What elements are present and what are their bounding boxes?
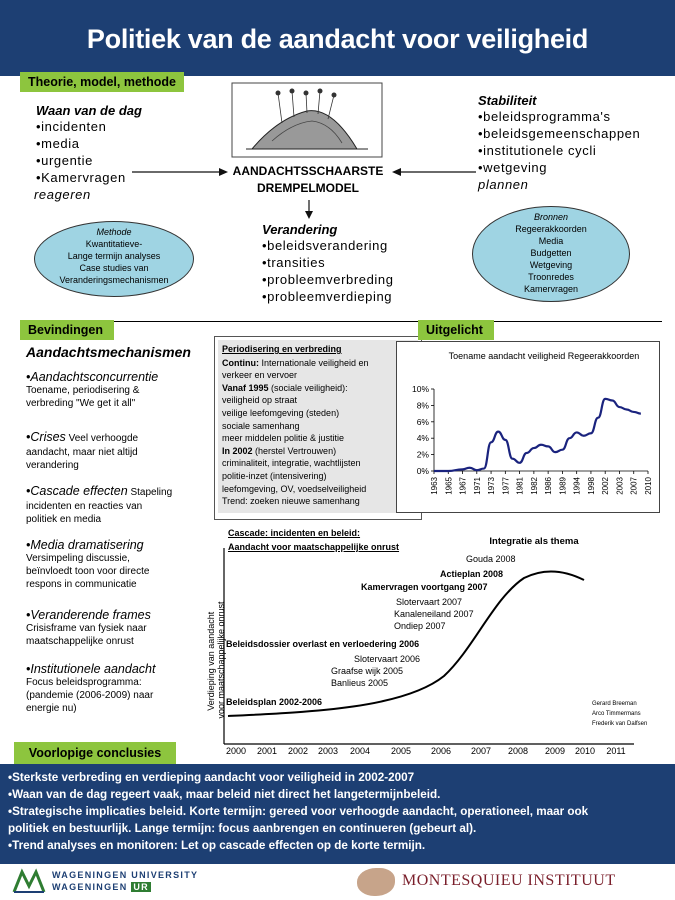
stabiliteit-footer: plannen <box>478 177 529 192</box>
cascade-author: Frederik van Dalfsen <box>592 721 648 727</box>
cascade-x-tick-label: 2001 <box>256 746 278 756</box>
cascade-annotation: Beleidsdossier overlast en verloedering 2006 <box>226 639 420 649</box>
chart-x-tick-label: 1967 <box>458 477 468 495</box>
montesquieu-name: MONTESQUIEU INSTITUUT <box>402 872 616 889</box>
conclusion-line: •Strategische implicaties beleid. Korte termijn: gereed voor verhoogde aandacht, operationeel, maar ook <box>8 805 589 818</box>
chart-x-tick-label: 1963 <box>430 477 439 495</box>
conclusion-line: •Trend analyses en monitoren: Let op cascade effecten op de korte termijn. <box>8 839 426 852</box>
bronnen-line: Budgetten <box>530 248 572 258</box>
periodisering-line <box>222 483 414 496</box>
mechanism-head-rest: Veel verhoogde <box>65 433 139 444</box>
chart-x-tick-label: 1971 <box>472 477 482 495</box>
mechanism-item <box>26 370 211 428</box>
chart-x-tick-label: 1986 <box>544 477 554 495</box>
periodisering-line <box>222 420 414 433</box>
verandering-item: •beleidsverandering <box>262 238 388 253</box>
stabiliteit-item: •beleidsprogramma's <box>478 109 611 124</box>
periodisering-line <box>222 382 414 395</box>
periodisering-line <box>222 407 414 420</box>
mechanism-item <box>26 428 211 482</box>
chart-x-tick-label: 1977 <box>501 477 511 495</box>
stabiliteit-item: •wetgeving <box>478 160 548 175</box>
chart-x-tick-label: 2007 <box>629 477 639 495</box>
bronnen-line: Troonredes <box>528 272 574 282</box>
periodisering-title: Periodisering en verbreding <box>222 344 342 354</box>
methode-line: Lange termijn analyses <box>67 251 161 261</box>
periodisering-line <box>222 369 414 382</box>
periodisering-text: veilige leefomgeving (steden) <box>222 407 340 418</box>
chart-x-tick-label: 1982 <box>529 477 539 495</box>
mechanism-head-rest: Stapeling <box>127 487 173 498</box>
periodisering-text: sociale samenhang <box>222 420 300 431</box>
waan-item: •media <box>36 136 80 151</box>
cascade-x-tick-label: 2007 <box>470 746 492 756</box>
verandering-block <box>262 222 394 305</box>
cascade-x-tick-label: 2002 <box>287 746 309 756</box>
cascade-x-tick-label: 2009 <box>544 746 566 756</box>
chart-x-tick-label: 1973 <box>487 477 497 495</box>
conclusion-line: •Sterkste verbreding en verdieping aandacht voor veiligheid in 2002-2007 <box>8 771 415 784</box>
page-title: Politiek van de aandacht voor veiligheid <box>86 24 589 54</box>
periodisering-line <box>222 445 414 458</box>
stabiliteit-title: Stabiliteit <box>478 93 537 108</box>
cascade-annotation: Actieplan 2008 <box>440 569 504 579</box>
tag-conclusies: Voorlopige conclusies <box>14 742 176 764</box>
chart-cascade <box>194 536 660 762</box>
mechanism-item <box>26 482 211 538</box>
cascade-annotation: Gouda 2008 <box>466 554 516 564</box>
mechanism-item <box>26 538 211 608</box>
mechanism-body: verandering <box>26 460 79 471</box>
waan-title: Waan van de dag <box>36 103 142 118</box>
mechanisms-list <box>26 370 211 715</box>
waan-item: •Kamervragen <box>36 170 126 185</box>
mechanism-body: energie nu) <box>26 703 77 714</box>
chart-y-tick-label: 10% <box>411 384 429 394</box>
methode-line: Case studies van <box>79 263 149 273</box>
periodisering-text: veiligheid op straat <box>222 395 298 406</box>
cascade-annotation: Ondiep 2007 <box>394 621 446 631</box>
mechanism-body: beïnvloedt toon voor directe <box>26 566 150 577</box>
cascade-annotation: Slotervaart 2007 <box>396 597 463 607</box>
wur-wageningen: WAGENINGEN <box>52 882 128 892</box>
periodisering-text: (herstel Vertrouwen) <box>252 445 337 456</box>
chart-regeerakkoorden <box>396 341 660 513</box>
waan-footer: reageren <box>34 187 91 202</box>
cascade-ylabel-line1: Verdieping van aandacht <box>206 611 216 711</box>
wur-logo-icon <box>12 868 46 894</box>
mechanism-head: •Cascade effecten <box>26 484 128 498</box>
mechanism-body: Toename, periodisering & <box>26 385 140 396</box>
bronnen-line: Media <box>538 236 564 246</box>
cascade-author: Arco Timmermans <box>592 711 641 717</box>
stabiliteit-block <box>478 93 640 193</box>
periodisering-line <box>222 457 414 470</box>
tag-uitgelicht: Uitgelicht <box>418 320 494 340</box>
chart-x-tick-label: 1965 <box>444 477 454 495</box>
cascade-x-tick-label: 2000 <box>225 746 247 756</box>
mechanism-body: incidenten en reacties van <box>26 501 143 512</box>
methode-line: Kwantitatieve- <box>85 239 143 249</box>
verandering-item: •probleemverdieping <box>262 289 393 304</box>
mechanism-item <box>26 662 211 715</box>
tag-bevindingen: Bevindingen <box>20 320 114 340</box>
cascade-x-tick-label: 2010 <box>574 746 596 756</box>
wur-name-line2 <box>52 882 151 892</box>
tag-theorie: Theorie, model, methode <box>20 72 184 92</box>
periodisering-line <box>222 470 414 483</box>
periodisering-text: Internationale veiligheid en <box>258 357 369 368</box>
chart-y-tick-label: 4% <box>416 433 429 444</box>
cascade-x-tick-label: 2008 <box>507 746 529 756</box>
waan-item: •urgentie <box>36 153 93 168</box>
cascade-x-ticks <box>226 746 626 756</box>
cascade-annotation: Banlieus 2005 <box>331 678 389 688</box>
cascade-ylabel-line2: voor maatschappelijke onrust <box>216 601 226 719</box>
bronnen-line: Regeerakkoorden <box>515 224 587 234</box>
chart-y-tick-label: 8% <box>416 400 429 411</box>
stabiliteit-item: •beleidsgemeenschappen <box>478 126 641 141</box>
mechanism-body: maatschappelijke onrust <box>26 636 134 647</box>
mechanism-body: Versimpeling discussie, <box>26 553 130 564</box>
periodisering-box <box>214 336 422 520</box>
bronnen-ellipse <box>472 206 630 302</box>
cascade-x-tick-label: 2011 <box>606 746 626 756</box>
montesquieu-portrait-icon <box>357 868 395 896</box>
cascade-theme-header: Integratie als thema <box>489 536 579 547</box>
stabiliteit-item: •institutionele cycli <box>478 143 597 158</box>
mechanism-body: aandacht, maar niet altijd <box>26 447 138 458</box>
periodisering-line <box>222 357 414 370</box>
mechanism-head: •Institutionele aandacht <box>26 662 156 676</box>
cascade-x-tick-label: 2006 <box>430 746 452 756</box>
cascade-annotation: Kamervragen voortgang 2007 <box>361 582 488 592</box>
periodisering-text: criminaliteit, integratie, wachtlijsten <box>222 458 361 469</box>
cascade-x-tick-label: 2004 <box>349 746 371 756</box>
periodisering-content <box>218 340 418 513</box>
periodisering-line <box>222 432 414 445</box>
mechanism-body: respons in communicatie <box>26 579 137 590</box>
mechanism-body: Crisisframe van fysiek naar <box>26 623 147 634</box>
methode-title: Methode <box>96 227 132 237</box>
chart-x-tick-label: 2002 <box>601 477 611 495</box>
periodisering-lines <box>222 357 414 508</box>
cascade-annotation: Slotervaart 2006 <box>354 654 421 664</box>
cascade-annotations <box>226 536 647 727</box>
footer <box>0 864 675 900</box>
chart-x-tick-label: 2010 <box>644 477 653 495</box>
methode-line: Veranderingsmechanismen <box>59 275 169 285</box>
section-divider <box>100 321 662 322</box>
cascade-annotation: Kanaleneiland 2007 <box>394 609 474 619</box>
aandachtsmechanismen-title: Aandachtsmechanismen <box>26 344 191 360</box>
mechanism-head: •Veranderende frames <box>26 608 151 622</box>
mechanism-body: (pandemie (2006-2009) naar <box>26 690 154 701</box>
verandering-item: •probleemverbreding <box>262 272 394 287</box>
waan-item: •incidenten <box>36 119 107 134</box>
chart-x-tick-label: 1998 <box>586 477 596 495</box>
chart-y-tick-label: 0% <box>416 466 429 476</box>
mechanism-body: verbreding "We get it all" <box>26 398 136 409</box>
periodisering-key: Vanaf 1995 <box>222 382 269 393</box>
bronnen-line: Wetgeving <box>529 260 573 270</box>
mechanism-item <box>26 608 211 662</box>
wur-name: WAGENINGEN UNIVERSITY <box>52 870 199 880</box>
mechanism-body: politiek en media <box>26 514 102 525</box>
periodisering-line <box>222 394 414 407</box>
conclusion-line: politiek en bestuurlijk. Lange termijn: focus aanbrengen en continueren (gebeurt al). <box>8 822 477 835</box>
verandering-item: •transities <box>262 255 326 270</box>
wur-ur: UR <box>133 882 149 892</box>
periodisering-line <box>222 495 414 508</box>
chart-x-tick-label: 2003 <box>615 477 625 495</box>
cascade-x-tick-label: 2005 <box>390 746 412 756</box>
conclusion-line: •Waan van de dag regeert vaak, maar beleid niet direct het langetermijnbeleid. <box>8 788 441 801</box>
cascade-ylabel <box>206 601 226 719</box>
chart-x-tick-label: 1981 <box>515 477 525 495</box>
methode-ellipse <box>34 221 194 297</box>
chart-y-tick-label: 2% <box>416 449 429 460</box>
bronnen-title: Bronnen <box>533 212 569 222</box>
chart-title: Toename aandacht veiligheid Regeerakkoorden <box>448 351 640 361</box>
cascade-subtitle: Aandacht voor maatschappelijke onrust <box>228 542 400 552</box>
cascade-annotation: Beleidsplan 2002-2006 <box>226 697 323 707</box>
periodisering-text: (sociale veiligheid): <box>268 382 348 393</box>
cascade-x-tick-label: 2003 <box>317 746 339 756</box>
model-line1: AANDACHTSSCHAARSTE <box>232 164 384 178</box>
periodisering-text: leefomgeving, OV, voedselveiligheid <box>222 483 367 494</box>
periodisering-text: Trend: zoeken nieuwe samenhang <box>222 496 360 507</box>
cascade-author: Gerard Breeman <box>592 701 637 707</box>
bronnen-line: Kamervragen <box>523 284 579 294</box>
chart-x-tick-label: 1994 <box>572 477 582 495</box>
mechanism-head: •Crises <box>26 430 66 444</box>
verandering-title: Verandering <box>262 222 338 237</box>
periodisering-text: meer middelen politie & justitie <box>222 433 345 444</box>
conclusions-panel <box>0 764 675 864</box>
cascade-annotation: Graafse wijk 2005 <box>331 666 404 676</box>
periodisering-text: verkeer en vervoer <box>222 370 298 381</box>
mechanism-body: Focus beleidsprogramma: <box>26 677 142 688</box>
periodisering-key: Continu: <box>222 357 259 368</box>
periodisering-text: politie-inzet (intensivering) <box>222 470 327 481</box>
mechanism-head: •Media dramatisering <box>26 538 144 552</box>
cascade-title: Cascade: incidenten en beleid: <box>228 528 361 538</box>
model-line2: DREMPELMODEL <box>257 181 359 195</box>
periodisering-key: In 2002 <box>222 445 253 456</box>
mechanism-head: •Aandachtsconcurrentie <box>26 370 159 384</box>
chart-y-tick-label: 6% <box>416 416 429 427</box>
chart-x-tick-label: 1989 <box>558 477 568 495</box>
